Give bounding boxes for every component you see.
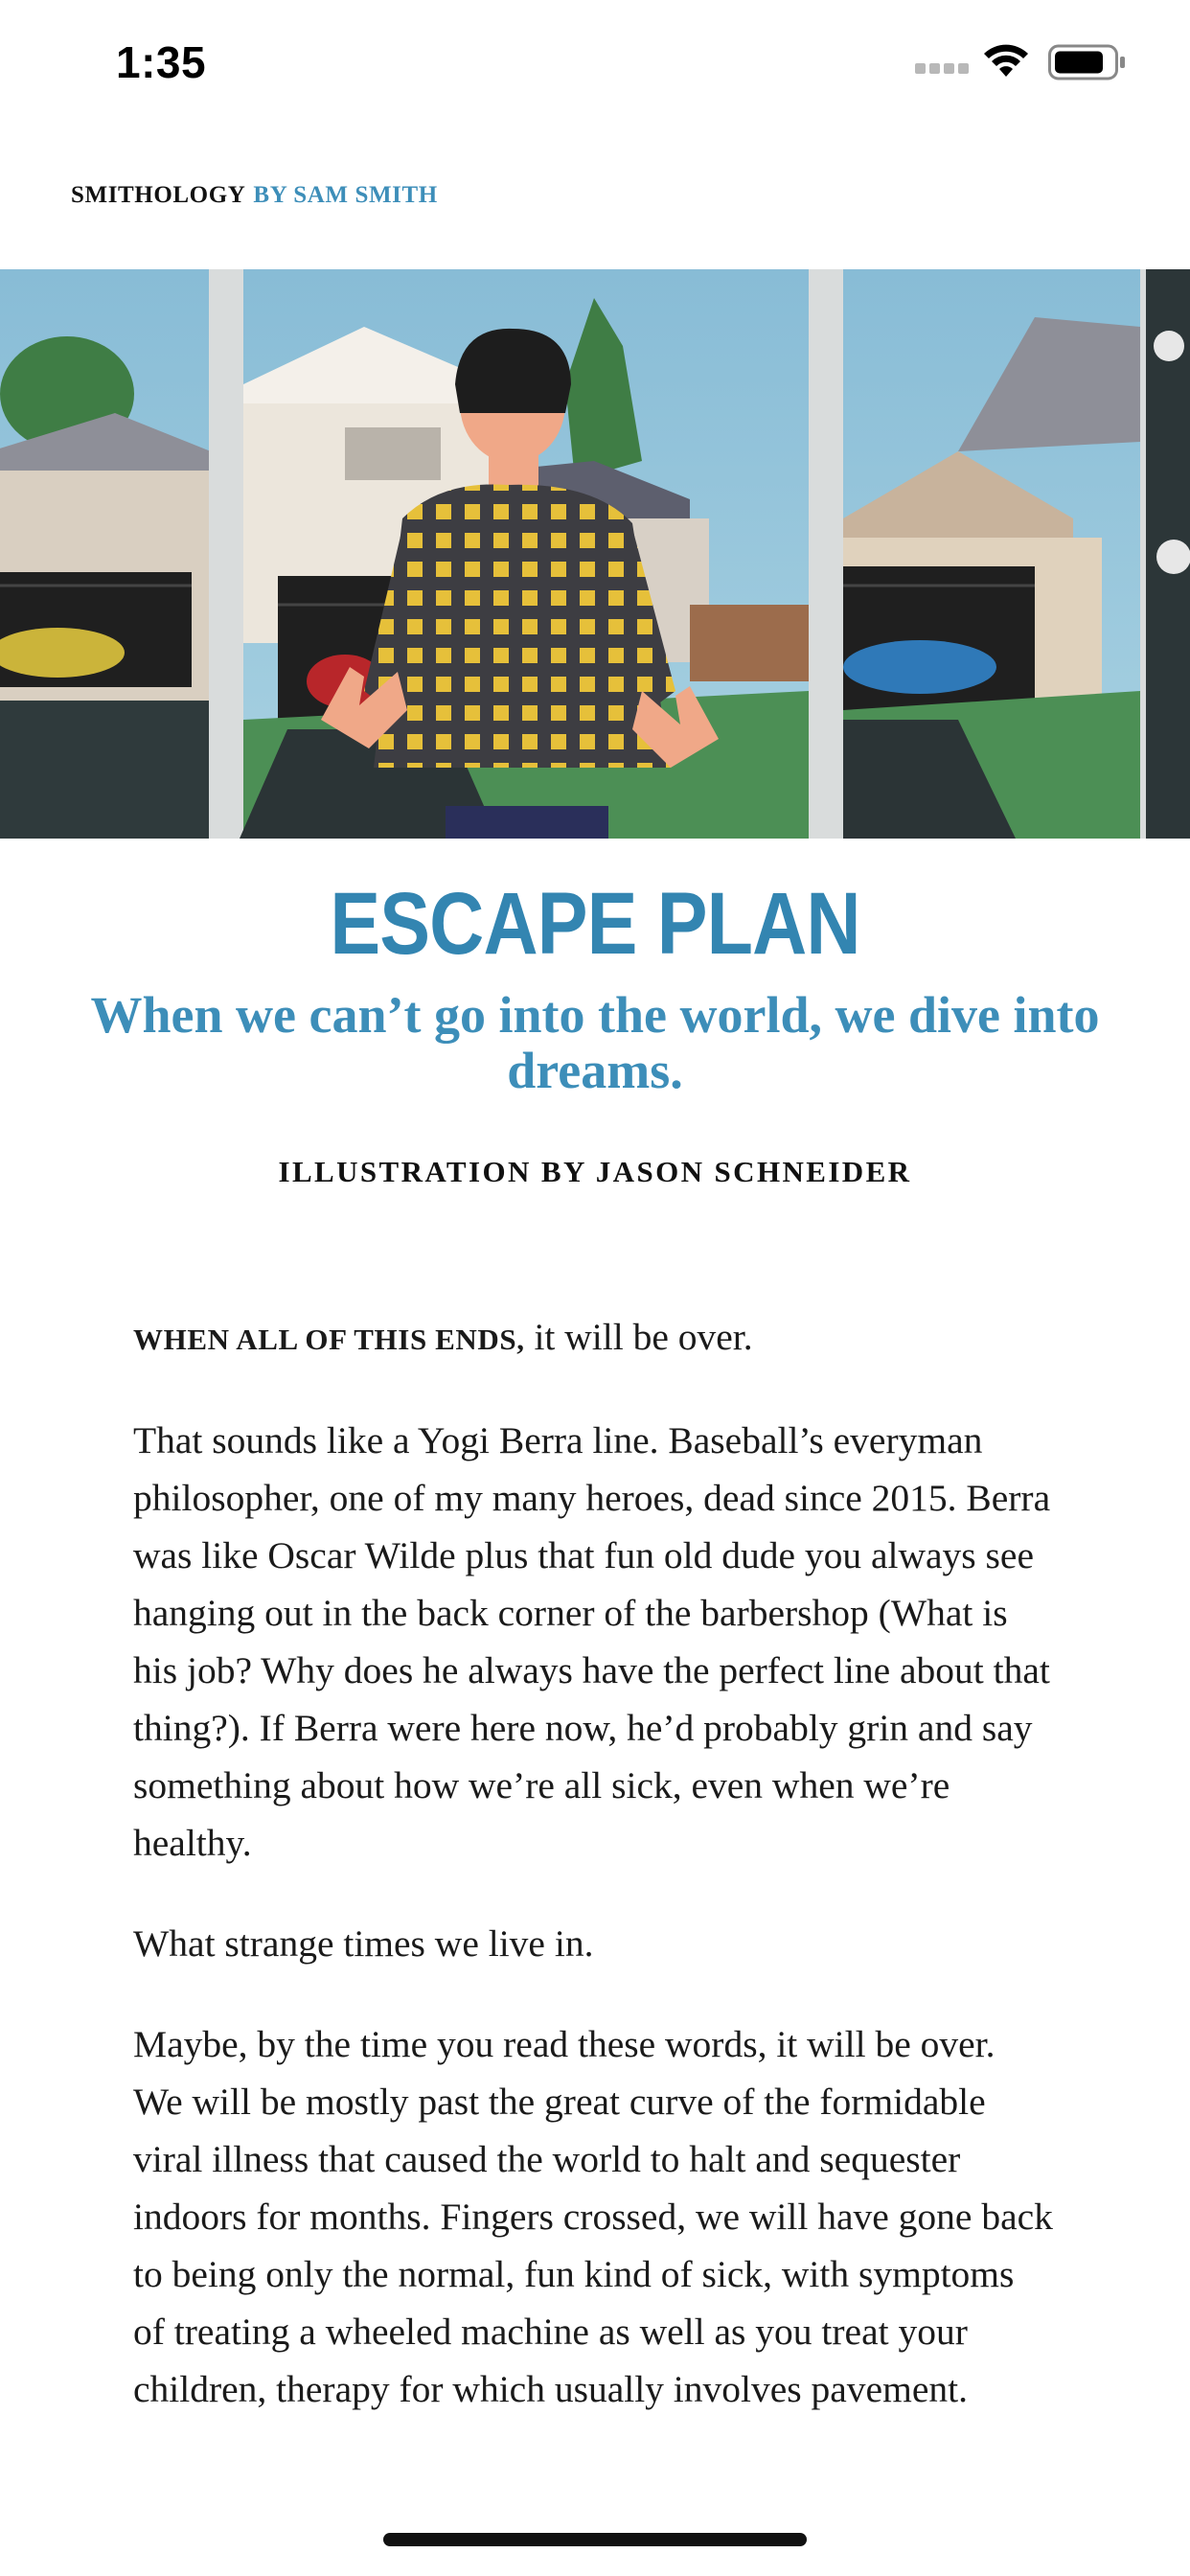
article-body (133, 1308, 1053, 2461)
body-paragraph: What strange times we live in. (133, 1922, 594, 1965)
illustration-man-in-plaid-shirt-facing-suburban-houses (0, 269, 1190, 839)
lead-rest: it will be over. (524, 1316, 753, 1358)
hero-illustration (0, 269, 1190, 839)
wifi-icon (983, 42, 1029, 80)
column-byline: BY SAM SMITH (253, 182, 438, 208)
cellular-signal-icon (915, 58, 971, 75)
article-dek: When we can’t go into the world, we dive into dreams. (90, 986, 1100, 1099)
column-name: SMITHOLOGY (71, 182, 246, 208)
column-header (71, 182, 438, 209)
body-paragraph: That sounds like a Yogi Berra line. Baseball’s everyman philosopher, one of my many heroes, dead since 2015. Berra was like Oscar Wilde plus that fun old dude you always see hanging out in the back corner of the barbershop (What is his job? Why does he always have the perfect line about that thing?). If Berra were here now, he’d probably grin and say something about how we’re all sick, even when we’re healthy. (133, 1419, 1051, 1864)
status-bar (0, 0, 1190, 134)
illustration-credit: ILLUSTRATION BY JASON SCHNEIDER (278, 1155, 912, 1188)
article-headline: ESCAPE PLAN (330, 875, 860, 973)
home-indicator[interactable] (383, 2533, 807, 2546)
lead-in: WHEN ALL OF THIS ENDS, (133, 1322, 525, 1356)
status-time: 1:35 (116, 37, 207, 87)
battery-icon (1048, 44, 1127, 80)
body-paragraph: Maybe, by the time you read these words, it will be over. We will be mostly past the great curve of the formidable viral illness that caused the world to halt and sequester indoors for months. Fingers crossed, we will have gone back to being only the normal, fun kind of sick, with symptoms of treating a wheeled machine as well as you treat your children, therapy for which usually involves pavement. (133, 2023, 1053, 2410)
lead-paragraph (133, 1308, 1053, 1368)
